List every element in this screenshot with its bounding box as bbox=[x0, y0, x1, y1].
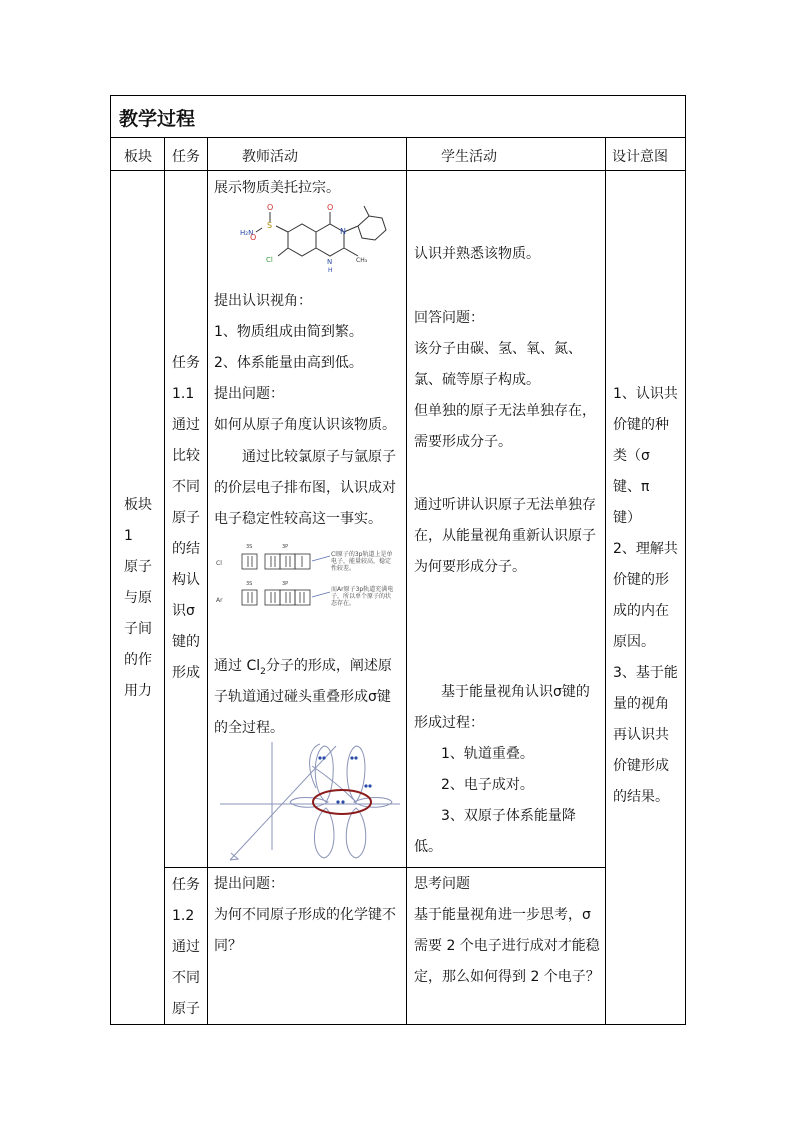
teacher-text: 通过比较氯原子与氩原子 bbox=[242, 449, 396, 465]
teacher-text: 提出问题： bbox=[214, 876, 284, 892]
header-divider bbox=[110, 170, 686, 171]
student-text: 定，那么如何得到 2 个电子？ bbox=[414, 969, 600, 985]
teacher-text: 的全过程。 bbox=[214, 720, 284, 736]
block-label: 板块 1 原子 与原 子间 的作 用力 bbox=[124, 497, 152, 699]
sigma-bond-diagram bbox=[216, 738, 402, 864]
atom-h2n: H₂N bbox=[240, 229, 254, 237]
teacher-text: 提出问题： bbox=[214, 386, 284, 402]
section-title: 教学过程 bbox=[119, 108, 196, 130]
teacher-text: 电子稳定性较高这一事实。 bbox=[214, 511, 382, 527]
teacher-text: 如何从原子角度认识该物质。 bbox=[214, 417, 396, 433]
atom-n: N bbox=[327, 258, 333, 266]
methyl-group: CH₃ bbox=[356, 257, 368, 264]
header-student: 学生活动 bbox=[441, 149, 497, 165]
col-divider-2 bbox=[207, 137, 208, 1025]
student-text: 在，从能量视角重新认识原子 bbox=[414, 528, 596, 544]
student-text: 形成过程： bbox=[414, 715, 484, 731]
header-intent: 设计意图 bbox=[612, 149, 668, 165]
atom-o: O bbox=[267, 203, 274, 212]
student-text: 该分子由碳、氢、氧、氮、 bbox=[414, 341, 582, 357]
row-divider bbox=[164, 867, 605, 868]
student-text: 3、双原子体系能量降 bbox=[441, 808, 576, 824]
design-intent: 1、认识共 价键的种 类（σ 键、π 键） 2、理解共 价键的形 成的内在 原因。 3、基于能 量的视角 再认识共 价键形成 的结果。 bbox=[613, 386, 678, 805]
student-text: 氯、硫等原子构成。 bbox=[414, 372, 540, 388]
atom-o: O bbox=[250, 233, 257, 242]
header-teacher: 教师活动 bbox=[242, 149, 298, 165]
teacher-text: 提出认识视角： bbox=[214, 293, 312, 309]
col-divider-1 bbox=[164, 137, 165, 1025]
student-text: 需要形成分子。 bbox=[414, 434, 512, 450]
student-text: 基于能量视角进一步思考，σ bbox=[414, 907, 591, 923]
student-text: 低。 bbox=[414, 839, 442, 855]
student-text: 认识并熟悉该物质。 bbox=[414, 246, 540, 262]
ar-label: Ar bbox=[216, 597, 223, 604]
student-text: 但单独的原子无法单独存在， bbox=[414, 403, 596, 419]
col-divider-3 bbox=[406, 137, 407, 1025]
student-text: 需要 2 个电子进行成对才能稳 bbox=[414, 938, 600, 954]
3s-label: 3S bbox=[246, 581, 253, 587]
3p-label: 3P bbox=[282, 544, 289, 550]
atom-cl: Cl bbox=[266, 256, 273, 264]
metolazone-structure bbox=[236, 200, 396, 286]
3s-label: 3S bbox=[246, 544, 253, 550]
student-text: 通过听讲认识原子无法单独存 bbox=[414, 497, 596, 513]
atom-n: N bbox=[340, 227, 346, 236]
teacher-text: 2、体系能量由高到低。 bbox=[214, 355, 363, 371]
student-text: 2、电子成对。 bbox=[441, 777, 534, 793]
cl-orbital-note: Cl原子的3p轨道上是单 电子，能量较高，稳定 性较差。 bbox=[331, 551, 393, 572]
cl-label: Cl bbox=[216, 560, 222, 567]
header-block: 板块 bbox=[124, 149, 152, 165]
student-text: 为何要形成分子。 bbox=[414, 559, 526, 575]
atom-o: O bbox=[327, 203, 334, 212]
task-1-label: 任务 1.1 通过 比较 不同 原子 的结 构认 识σ 键的 形成 bbox=[172, 355, 200, 681]
teacher-text: 展示物质美托拉宗。 bbox=[214, 180, 340, 196]
student-text: 思考问题 bbox=[414, 876, 470, 892]
atom-s: S bbox=[267, 221, 273, 230]
student-text: 基于能量视角认识σ键的 bbox=[441, 684, 590, 700]
task-2-label: 任务 1.2 通过 不同 原子 bbox=[172, 877, 200, 1017]
header-task: 任务 bbox=[172, 149, 200, 165]
3p-label: 3P bbox=[282, 581, 289, 587]
teacher-text: 为何不同原子形成的化学键不 bbox=[214, 907, 396, 923]
teacher-text: 子轨道通过碰头重叠形成σ键 bbox=[214, 689, 391, 705]
student-text: 回答问题： bbox=[414, 310, 484, 326]
col-divider-4 bbox=[605, 137, 606, 1025]
atom-h: H bbox=[328, 267, 333, 274]
teacher-text: 通过 $Cl_2$分子的形成，阐述原 bbox=[214, 658, 392, 677]
teacher-text: 1、物质组成由简到繁。 bbox=[214, 324, 363, 340]
teacher-text: 同？ bbox=[214, 938, 242, 954]
student-text: 1、轨道重叠。 bbox=[441, 746, 534, 762]
ar-orbital-note: 而Ar原子3p轨道充满电 子，所以单个原子的状 态存在。 bbox=[331, 586, 394, 607]
title-divider bbox=[110, 137, 686, 138]
teacher-text: 的价层电子排布图，认识成对 bbox=[214, 480, 396, 496]
